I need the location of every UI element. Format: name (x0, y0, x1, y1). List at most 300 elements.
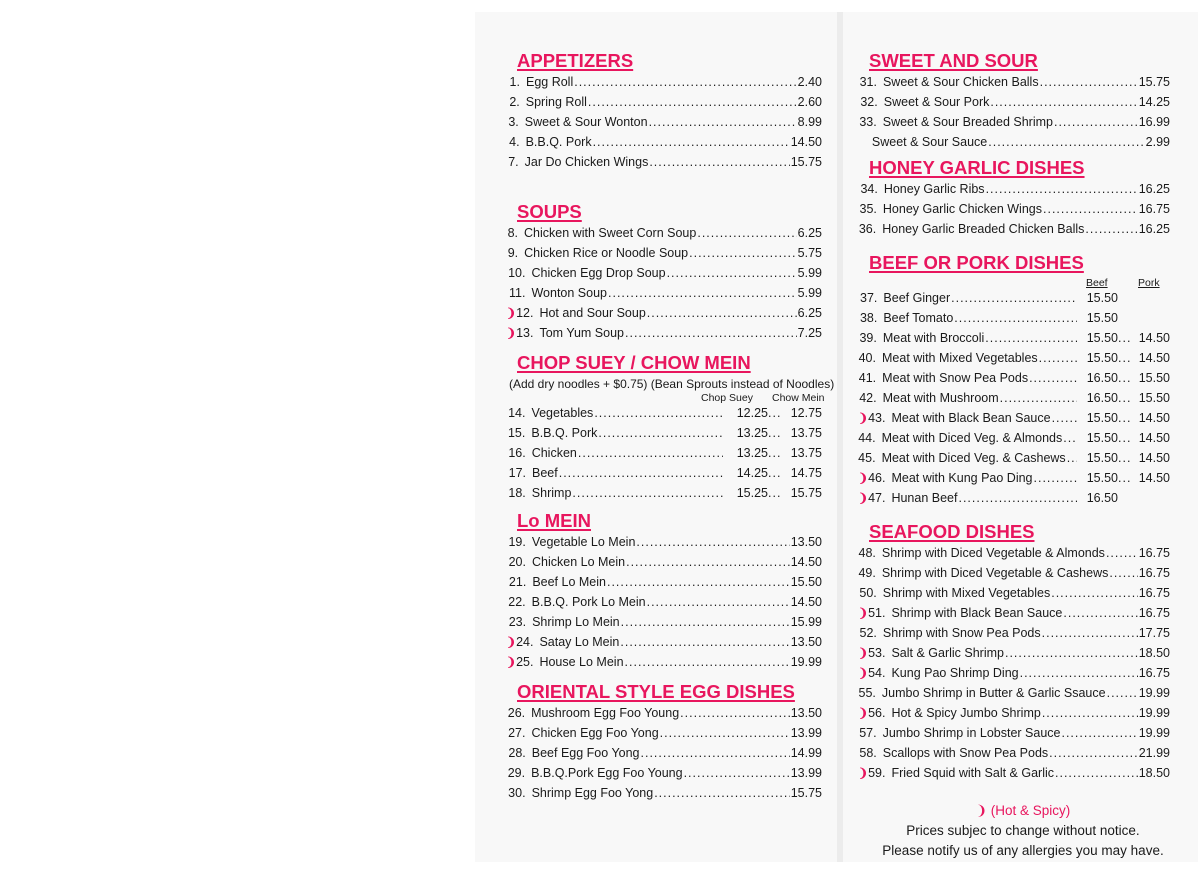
item-number: 19. (508, 535, 526, 549)
menu-item (506, 226, 822, 246)
item-name: Hot and Sour Soup (539, 306, 646, 320)
dot-leader (625, 326, 797, 340)
item-name: Chicken Egg Drop Soup (531, 266, 666, 280)
item-name: Shrimp Egg Foo Yong (531, 786, 654, 800)
dot-leader (1052, 411, 1077, 425)
dot-leader (958, 491, 1077, 505)
menu-item (506, 615, 822, 635)
item-number: 18. (508, 486, 526, 500)
item-number: 54. (868, 666, 886, 680)
item-price: 5.75 (797, 246, 822, 260)
item-price-second: 14.50 (1138, 331, 1170, 345)
menu-section (506, 50, 822, 175)
item-name: Wonton Soup (531, 286, 607, 300)
item-price: 15.50 (1086, 311, 1118, 325)
dot-leader (608, 286, 797, 300)
dot-leader (649, 155, 789, 169)
item-name: Honey Garlic Chicken Wings (882, 202, 1042, 216)
menu-item (506, 486, 822, 506)
item-price: 16.75 (1138, 546, 1170, 560)
dot-leader (1039, 351, 1077, 365)
menu-item (858, 431, 1170, 451)
item-price: 7.25 (797, 326, 822, 340)
item-name: Sweet & Sour Chicken Balls (882, 75, 1039, 89)
item-number: 34. (860, 182, 878, 196)
item-name: Scallops with Snow Pea Pods (882, 746, 1049, 760)
menu-item (506, 635, 822, 655)
hot-spicy-icon: ❩ (858, 766, 869, 780)
menu-item (506, 286, 822, 306)
item-number: 37. (860, 291, 878, 305)
item-number: 7. (508, 155, 519, 169)
price-notice: Prices subjec to change without notice. (906, 823, 1140, 838)
item-number: 21. (508, 575, 527, 589)
price-column-headers (506, 392, 825, 406)
item-name: Satay Lo Mein (539, 635, 620, 649)
menu-item (506, 575, 822, 595)
hot-spicy-label: (Hot & Spicy) (990, 803, 1071, 818)
item-price: 16.75 (1138, 586, 1170, 600)
item-price: 14.25 (736, 466, 768, 480)
item-name: Meat with Black Bean Sauce (891, 411, 1051, 425)
item-price: 16.99 (1138, 115, 1170, 129)
menu-item (858, 546, 1170, 566)
item-name: Tom Yum Soup (539, 326, 624, 340)
item-number: 29. (507, 766, 526, 780)
dot-leader (1055, 766, 1138, 780)
item-name: Sweet & Sour Wonton (524, 115, 648, 129)
dot-leader (654, 786, 790, 800)
menu-item (858, 666, 1170, 686)
menu-section (858, 157, 1170, 242)
item-number: 57. (859, 726, 877, 740)
item-number: 10. (508, 266, 526, 280)
section-title: SEAFOOD DISHES (869, 521, 1035, 542)
item-number: 45. (858, 451, 876, 465)
item-price: 13.50 (790, 706, 822, 720)
dot-leader (1063, 431, 1077, 445)
menu-item (858, 291, 1170, 311)
dot-leader (647, 595, 790, 609)
item-price: 15.50 (1086, 411, 1118, 425)
dot-leader (1061, 726, 1137, 740)
item-price: 15.99 (790, 615, 822, 629)
menu-item (506, 95, 822, 115)
item-price: 19.99 (1138, 706, 1170, 720)
menu-column-left (506, 50, 835, 806)
dot-leader (990, 95, 1137, 109)
dot-leader (1042, 626, 1138, 640)
dot-leader (1034, 471, 1077, 485)
item-price: 5.99 (797, 286, 822, 300)
item-name: Beef Tomato (883, 311, 954, 325)
item-price: 19.99 (1138, 686, 1170, 700)
item-name: Honey Garlic Ribs (883, 182, 985, 196)
item-number: 17. (508, 466, 527, 480)
menu-item (506, 746, 822, 766)
item-number: 59. (868, 766, 886, 780)
item-name: Chicken Lo Mein (532, 555, 626, 569)
item-name: Jumbo Shrimp in Butter & Garlic Ssauce (881, 686, 1106, 700)
menu-item (858, 766, 1170, 786)
item-name: Chicken Egg Foo Yong (531, 726, 659, 740)
item-name: Beef Lo Mein (532, 575, 606, 589)
dot-separator (1118, 351, 1130, 365)
item-name: Chicken Rice or Noodle Soup (524, 246, 689, 260)
item-price: 16.75 (1138, 666, 1170, 680)
dot-leader (559, 466, 723, 480)
section-title: ORIENTAL STYLE EGG DISHES (517, 681, 795, 702)
menu-item (858, 331, 1170, 351)
dot-separator (1118, 471, 1130, 485)
menu-item (506, 155, 822, 175)
item-price: 14.99 (790, 746, 822, 760)
dot-leader (574, 75, 796, 89)
dot-leader (1020, 666, 1138, 680)
item-price: 6.25 (797, 226, 822, 240)
menu-section (858, 521, 1170, 786)
item-number: 1. (509, 75, 520, 89)
menu-item (858, 471, 1170, 491)
menu-item (506, 706, 822, 726)
menu-item (506, 726, 822, 746)
item-name: Vegetable Lo Mein (531, 535, 636, 549)
item-name: Chicken with Sweet Corn Soup (524, 226, 697, 240)
item-price-second: 14.50 (1138, 431, 1170, 445)
item-price: 14.50 (790, 555, 822, 569)
menu-item (858, 371, 1170, 391)
dot-leader (1109, 566, 1137, 580)
hot-spicy-icon: ❩ (506, 635, 517, 649)
item-name: Beef Egg Foo Yong (531, 746, 640, 760)
dot-leader (1054, 115, 1138, 129)
item-price: 14.25 (1138, 95, 1170, 109)
dot-separator (1118, 391, 1130, 405)
item-price: 15.25 (736, 486, 768, 500)
menu-item (506, 115, 822, 135)
item-price: 2.40 (797, 75, 822, 89)
item-price-second: 15.50 (1138, 391, 1170, 405)
price-column-headers (858, 277, 1170, 291)
item-name: Hot & Spicy Jumbo Shrimp (891, 706, 1041, 720)
dot-leader (660, 726, 790, 740)
item-number: 39. (859, 331, 877, 345)
item-price-second: 15.50 (1138, 371, 1170, 385)
menu-item (506, 466, 822, 486)
item-name: Sweet & Sour Sauce (871, 135, 988, 149)
dot-leader (594, 406, 723, 420)
item-price: 6.25 (797, 306, 822, 320)
item-number: 36. (858, 222, 877, 236)
item-name: Meat with Diced Veg. & Cashews (881, 451, 1066, 465)
section-title: HONEY GARLIC DISHES (869, 157, 1085, 178)
menu-item (858, 222, 1170, 242)
item-name: Honey Garlic Breaded Chicken Balls (882, 222, 1085, 236)
menu-item (858, 391, 1170, 411)
menu-item (506, 766, 822, 786)
item-number: 30. (508, 786, 526, 800)
item-name: Spring Roll (525, 95, 587, 109)
item-number: 16. (508, 446, 526, 460)
hot-spicy-icon: ❩ (506, 326, 517, 340)
dot-leader (621, 615, 790, 629)
menu-item (858, 706, 1170, 726)
item-price: 12.25 (736, 406, 768, 420)
menu-item (506, 266, 822, 286)
item-price-second: 13.75 (790, 426, 822, 440)
item-number: 20. (508, 555, 526, 569)
dot-leader (1042, 706, 1138, 720)
item-name: Meat with Kung Pao Ding (891, 471, 1033, 485)
item-number: 50. (859, 586, 877, 600)
section-title: BEEF OR PORK DISHES (869, 252, 1084, 273)
dot-leader (1051, 586, 1138, 600)
menu-item (858, 586, 1170, 606)
hot-spicy-icon: ❩ (858, 646, 869, 660)
item-name: Vegetables (531, 406, 594, 420)
menu-item (858, 566, 1170, 586)
item-number: 47. (868, 491, 886, 505)
item-name: Shrimp with Diced Vegetable & Cashews (881, 566, 1109, 580)
item-price: 5.99 (797, 266, 822, 280)
item-name: Shrimp with Black Bean Sauce (891, 606, 1063, 620)
item-price: 16.50 (1086, 491, 1118, 505)
dot-leader (689, 246, 797, 260)
menu-section (506, 510, 822, 675)
dot-leader (647, 306, 797, 320)
dot-leader (620, 635, 789, 649)
item-number: 51. (868, 606, 886, 620)
dot-leader (954, 311, 1077, 325)
item-name: Meat with Mixed Vegetables (882, 351, 1038, 365)
menu-item (858, 411, 1170, 431)
section-note: (Add dry noodles + $0.75) (Bean Sprouts instead of Noodles) (509, 377, 835, 391)
dot-separator (768, 486, 782, 500)
item-number: 52. (859, 626, 877, 640)
item-name: Shrimp Lo Mein (532, 615, 620, 629)
price-column-header: Beef (1086, 277, 1108, 289)
menu-item (506, 655, 822, 675)
dot-leader (593, 135, 790, 149)
dot-leader (1040, 75, 1138, 89)
dot-leader (1106, 546, 1138, 560)
dot-leader (1000, 391, 1077, 405)
dot-leader (636, 535, 789, 549)
item-name: B.B.Q. Pork (525, 135, 592, 149)
item-number: 53. (868, 646, 886, 660)
item-price: 14.50 (790, 135, 822, 149)
dot-separator (1118, 371, 1130, 385)
item-number: 31. (859, 75, 877, 89)
item-price: 16.25 (1138, 222, 1170, 236)
item-name: Kung Pao Shrimp Ding (891, 666, 1019, 680)
menu-item (506, 535, 822, 555)
item-name: Jumbo Shrimp in Lobster Sauce (882, 726, 1061, 740)
item-price: 15.50 (1086, 471, 1118, 485)
item-number: 41. (858, 371, 877, 385)
item-price: 15.50 (1086, 351, 1118, 365)
item-name: Meat with Mushroom (882, 391, 999, 405)
section-title: SOUPS (517, 201, 582, 222)
menu-item (858, 491, 1170, 511)
allergy-notice: Please notify us of any allergies you may have. (882, 843, 1164, 858)
menu-item (858, 115, 1170, 135)
hot-spicy-icon: ❩ (858, 666, 869, 680)
item-name: Hunan Beef (891, 491, 958, 505)
dot-leader (1005, 646, 1138, 660)
dot-separator (1118, 331, 1130, 345)
dot-leader (1043, 202, 1138, 216)
item-name: Shrimp (531, 486, 572, 500)
item-number: 15. (507, 426, 526, 440)
item-price: 15.75 (790, 155, 822, 169)
dot-separator (768, 426, 782, 440)
item-price-second: 13.75 (790, 446, 822, 460)
dot-leader (1085, 222, 1137, 236)
item-price: 16.50 (1086, 391, 1118, 405)
hot-spicy-icon: ❩ (506, 306, 517, 320)
dot-leader (680, 706, 790, 720)
item-price: 15.50 (1086, 331, 1118, 345)
menu-item (506, 75, 822, 95)
hot-spicy-icon: ❩ (858, 706, 869, 720)
item-name: Meat with Snow Pea Pods (882, 371, 1029, 385)
item-price: 19.99 (1138, 726, 1170, 740)
menu-item (858, 202, 1170, 222)
menu-section (506, 352, 835, 506)
dot-leader (985, 331, 1077, 345)
item-number: 4. (509, 135, 520, 149)
dot-leader (1049, 746, 1138, 760)
item-number: 8. (507, 226, 519, 240)
item-price: 19.99 (790, 655, 822, 669)
item-price: 17.75 (1138, 626, 1170, 640)
dot-leader (641, 746, 790, 760)
item-number: 40. (858, 351, 876, 365)
item-price-second: 14.50 (1138, 411, 1170, 425)
menu-item (858, 726, 1170, 746)
menu-item (858, 95, 1170, 115)
item-name: Chicken (531, 446, 577, 460)
menu-item (858, 311, 1170, 331)
item-name: B.B.Q. Pork Lo Mein (531, 595, 646, 609)
menu-item (506, 426, 822, 446)
menu-item (858, 135, 1170, 155)
price-column-header: Pork (1138, 277, 1160, 289)
dot-leader (951, 291, 1077, 305)
item-name: Beef Ginger (883, 291, 951, 305)
item-price: 15.50 (1086, 431, 1118, 445)
dot-leader (667, 266, 797, 280)
section-title: CHOP SUEY / CHOW MEIN (517, 352, 751, 373)
menu-item (506, 135, 822, 155)
menu-item (858, 182, 1170, 202)
item-price: 14.50 (790, 595, 822, 609)
menu-item (858, 75, 1170, 95)
menu-item (506, 786, 822, 806)
item-price-second: 14.50 (1138, 351, 1170, 365)
menu-item (858, 451, 1170, 471)
item-price-second: 14.50 (1138, 451, 1170, 465)
hot-spicy-icon: ❩ (858, 411, 869, 425)
menu-item (858, 686, 1170, 706)
item-price-second: 12.75 (790, 406, 822, 420)
item-number: 44. (858, 431, 876, 445)
dot-leader (588, 95, 797, 109)
item-price-second: 14.75 (790, 466, 822, 480)
item-number: 13. (516, 326, 534, 340)
item-price: 15.75 (790, 786, 822, 800)
dot-leader (1067, 451, 1077, 465)
dot-leader (607, 575, 790, 589)
item-price: 15.50 (1086, 291, 1118, 305)
dot-leader (649, 115, 797, 129)
dot-separator (768, 406, 782, 420)
menu-item (858, 646, 1170, 666)
item-price: 18.50 (1138, 766, 1170, 780)
item-price: 18.50 (1138, 646, 1170, 660)
menu-column-right (858, 50, 1170, 786)
dot-leader (598, 426, 723, 440)
item-name: Shrimp with Mixed Vegetables (882, 586, 1051, 600)
menu-legend (858, 801, 1188, 861)
item-price: 13.99 (790, 766, 822, 780)
price-column-header: Chow Mein (772, 392, 825, 404)
item-price: 13.50 (790, 535, 822, 549)
dot-leader (988, 135, 1144, 149)
item-name: Mushroom Egg Foo Young (531, 706, 680, 720)
item-number: 24. (516, 635, 534, 649)
item-name: Salt & Garlic Shrimp (891, 646, 1004, 660)
dot-leader (572, 486, 723, 500)
item-name: Beef (532, 466, 558, 480)
item-number: 55. (858, 686, 876, 700)
item-number: 26. (507, 706, 526, 720)
item-price: 13.25 (736, 426, 768, 440)
item-name: Fried Squid with Salt & Garlic (891, 766, 1055, 780)
item-price: 13.25 (736, 446, 768, 460)
item-number: 38. (859, 311, 878, 325)
menu-item (506, 406, 822, 426)
item-name: B.B.Q. Pork (531, 426, 598, 440)
item-price: 13.99 (790, 726, 822, 740)
menu-section (858, 252, 1170, 511)
item-number: 14. (508, 406, 526, 420)
dot-leader (626, 555, 790, 569)
item-name: Meat with Broccoli (882, 331, 985, 345)
item-number: 48. (858, 546, 876, 560)
item-number: 3. (508, 115, 519, 129)
item-name: Egg Roll (525, 75, 574, 89)
menu-item (506, 446, 822, 466)
item-number: 27. (508, 726, 526, 740)
menu-section (858, 50, 1170, 155)
dot-separator (768, 466, 782, 480)
item-name: Shrimp with Diced Vegetable & Almonds (881, 546, 1105, 560)
dot-separator (768, 446, 782, 460)
dot-leader (578, 446, 723, 460)
dot-leader (697, 226, 796, 240)
dot-leader (684, 766, 790, 780)
dot-separator (1118, 411, 1130, 425)
section-title: SWEET AND SOUR (869, 50, 1038, 71)
item-number: 32. (860, 95, 878, 109)
item-name: Meat with Diced Veg. & Almonds (881, 431, 1063, 445)
item-price: 2.60 (797, 95, 822, 109)
item-number: 58. (859, 746, 877, 760)
item-number: 33. (859, 115, 877, 129)
item-name: Sweet & Sour Breaded Shrimp (882, 115, 1053, 129)
